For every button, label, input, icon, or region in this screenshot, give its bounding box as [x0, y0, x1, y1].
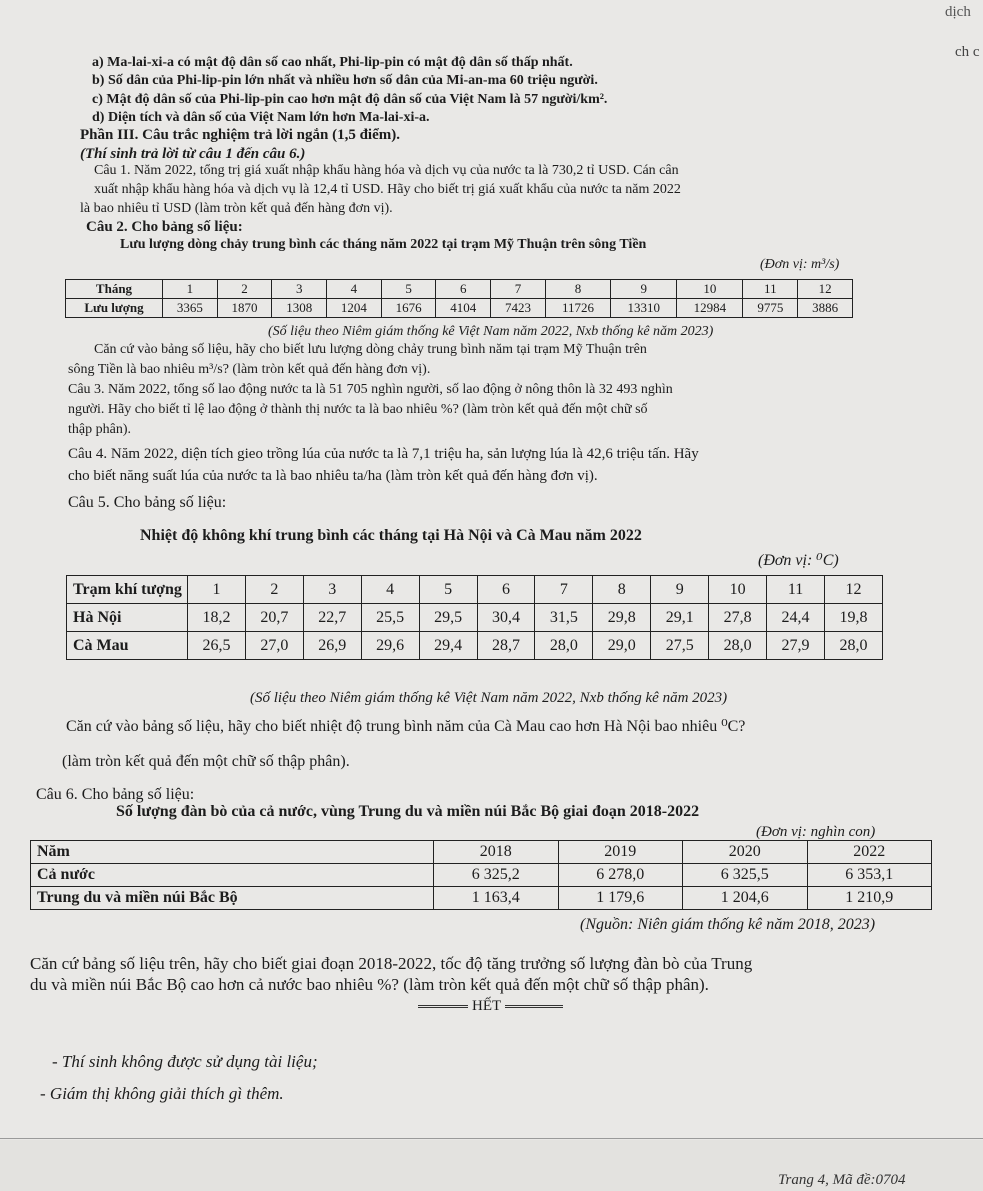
table-cell: 27,9	[767, 632, 825, 660]
table-cell: 6 353,1	[807, 864, 932, 887]
table-cell: 2018	[434, 841, 559, 864]
table-cell: 12	[824, 576, 882, 604]
table-cell: 6	[436, 280, 491, 299]
table-cell: 11	[767, 576, 825, 604]
table-cell: 1	[188, 576, 246, 604]
statement-a: a) Ma-lai-xi-a có mật độ dân số cao nhất, Phi-lip-pin có mật độ dân số thấp nhất.	[92, 55, 573, 70]
table-cell: 6 325,5	[683, 864, 808, 887]
table-cell: 26,9	[303, 632, 361, 660]
table-cell: 9	[651, 576, 709, 604]
q5-source: (Số liệu theo Niêm giám thống kê Việt Nam năm 2022, Nxb thống kê năm 2023)	[250, 690, 728, 706]
table-cell: 2	[245, 576, 303, 604]
q5-unit: (Đơn vị: ⁰C)	[758, 552, 839, 569]
table-cell: 7423	[491, 299, 546, 318]
table-cell: Trạm khí tượng	[67, 576, 188, 604]
table-cell: Trung du và miền núi Bắc Bộ	[31, 887, 434, 910]
table-row	[67, 576, 883, 604]
q2-source: (Số liệu theo Niêm giám thống kê Việt Nam năm 2022, Nxb thống kê năm 2023)	[268, 324, 714, 339]
table-cell: 1 204,6	[683, 887, 808, 910]
table-cell: 2020	[683, 841, 808, 864]
q5-question-line1: Căn cứ vào bảng số liệu, hãy cho biết nhiệt độ trung bình năm của Cà Mau cao hơn Hà Nội bao nhiêu ⁰C?	[66, 718, 746, 735]
table-row	[31, 841, 932, 864]
q3-line3: thập phân).	[68, 422, 131, 437]
table-cell: 7	[535, 576, 593, 604]
table-cell: 12984	[677, 299, 743, 318]
table-cell: 28,7	[477, 632, 535, 660]
end-rule-right	[505, 1005, 563, 1008]
table-cell: 1870	[217, 299, 272, 318]
table-row	[67, 632, 883, 660]
q6-table-title: Số lượng đàn bò của cả nước, vùng Trung du và miền núi Bắc Bộ giai đoạn 2018-2022	[116, 803, 700, 820]
note-no-materials: - Thí sinh không được sử dụng tài liệu;	[52, 1052, 318, 1071]
q2-unit: (Đơn vị: m³/s)	[760, 257, 840, 272]
table-cell: 28,0	[535, 632, 593, 660]
note-no-explanation: - Giám thị không giải thích gì thêm.	[40, 1084, 284, 1103]
table-cell: 3	[272, 280, 327, 299]
table-cell: 2	[217, 280, 272, 299]
table-cell: 1	[163, 280, 218, 299]
table-cell: 1308	[272, 299, 327, 318]
q3-line2: người. Hãy cho biết tỉ lệ lao động ở thành thị nước ta là bao nhiêu %? (làm tròn kết quả đến một chữ số	[68, 402, 648, 417]
part3-instruction: (Thí sinh trả lời từ câu 1 đến câu 6.)	[80, 146, 306, 162]
table-cell: 11726	[545, 299, 610, 318]
table-cell: 6	[477, 576, 535, 604]
table-cell: 4	[327, 280, 382, 299]
end-rule-left	[418, 1005, 468, 1008]
table-cell: 3	[303, 576, 361, 604]
table-cell: 13310	[611, 299, 677, 318]
table-cell: 2019	[558, 841, 683, 864]
table-cell: 3365	[163, 299, 218, 318]
table-cell: 29,0	[593, 632, 651, 660]
statement-d: d) Diện tích và dân số của Việt Nam lớn hơn Ma-lai-xi-a.	[92, 110, 430, 125]
table-cell: 4104	[436, 299, 491, 318]
q6-unit: (Đơn vị: nghìn con)	[756, 824, 876, 840]
table-cell: 19,8	[824, 604, 882, 632]
q5-label: Câu 5. Cho bảng số liệu:	[68, 494, 227, 511]
page-footer: Trang 4, Mã đề:0704	[778, 1172, 906, 1188]
q2-table-title: Lưu lượng dòng chảy trung bình các tháng năm 2022 tại trạm Mỹ Thuận trên sông Tiền	[120, 237, 647, 252]
table-cell: 3886	[798, 299, 853, 318]
table-cell: 29,5	[419, 604, 477, 632]
table-cell: 27,5	[651, 632, 709, 660]
table-cell: 9775	[743, 299, 798, 318]
cattle-table	[30, 840, 932, 910]
table-cell: 2022	[807, 841, 932, 864]
q6-question-line2: du và miền núi Bắc Bộ cao hơn cả nước bao nhiêu %? (làm tròn kết quả đến một chữ số thập phân).	[30, 975, 709, 994]
table-cell: 4	[361, 576, 419, 604]
table-cell: Tháng	[66, 280, 163, 299]
table-cell: Hà Nội	[67, 604, 188, 632]
table-cell: 7	[491, 280, 546, 299]
table-cell: 10	[709, 576, 767, 604]
table-cell: 29,1	[651, 604, 709, 632]
q6-label: Câu 6. Cho bảng số liệu:	[36, 786, 195, 803]
q4-line2: cho biết năng suất lúa của nước ta là bao nhiêu ta/ha (làm tròn kết quả đến hàng đơn vị).	[68, 468, 598, 484]
table-row	[67, 604, 883, 632]
table-cell: 25,5	[361, 604, 419, 632]
table-cell: 1676	[381, 299, 436, 318]
table-row	[31, 887, 932, 910]
q5-table-title: Nhiệt độ không khí trung bình các tháng tại Hà Nội và Cà Mau năm 2022	[140, 527, 642, 544]
q2-label: Câu 2. Cho bảng số liệu:	[86, 219, 243, 235]
table-cell: 6 325,2	[434, 864, 559, 887]
end-mark-text: HẾT	[472, 998, 502, 1014]
table-cell: 28,0	[824, 632, 882, 660]
end-mark	[418, 998, 563, 1015]
table-cell: Cả nước	[31, 864, 434, 887]
q3-line1: Câu 3. Năm 2022, tổng số lao động nước ta là 51 705 nghìn người, số lao động ở nông thôn là 32 493 nghìn	[68, 382, 673, 397]
table-cell: 20,7	[245, 604, 303, 632]
table-cell: 8	[545, 280, 610, 299]
table-cell: 29,4	[419, 632, 477, 660]
table-cell: Lưu lượng	[66, 299, 163, 318]
temperature-table	[66, 575, 883, 660]
q6-source: (Nguồn: Niên giám thống kê năm 2018, 2023)	[580, 916, 876, 933]
table-cell: 29,8	[593, 604, 651, 632]
statement-c: c) Mật độ dân số của Phi-lip-pin cao hơn mật độ dân số của Việt Nam là 57 người/km².	[92, 92, 608, 107]
part3-title: Phần III. Câu trắc nghiệm trả lời ngắn (1,5 điểm).	[80, 127, 400, 143]
table-cell: 26,5	[188, 632, 246, 660]
table-cell: 28,0	[709, 632, 767, 660]
page-edge-line	[0, 1138, 983, 1139]
q5-question-line2: (làm tròn kết quả đến một chữ số thập phân).	[62, 753, 350, 770]
table-cell: 5	[381, 280, 436, 299]
table-cell: 11	[743, 280, 798, 299]
corner-fragment-side: ch c	[955, 44, 980, 60]
table-row	[66, 299, 853, 318]
q1-line1: Câu 1. Năm 2022, tổng trị giá xuất nhập khẩu hàng hóa và dịch vụ của nước ta là 730,2 tỉ USD. Cán cân	[94, 163, 679, 178]
q1-line2: xuất nhập khẩu hàng hóa và dịch vụ là 12,4 tỉ USD. Hãy cho biết trị giá xuất khẩu của nước ta năm 2022	[94, 182, 681, 197]
table-cell: 27,0	[245, 632, 303, 660]
table-cell: 29,6	[361, 632, 419, 660]
table-cell: 27,8	[709, 604, 767, 632]
table-cell: 10	[677, 280, 743, 299]
table-cell: 5	[419, 576, 477, 604]
table-cell: 22,7	[303, 604, 361, 632]
table-cell: 1204	[327, 299, 382, 318]
flow-table	[65, 279, 853, 318]
table-cell: 1 179,6	[558, 887, 683, 910]
table-cell: 31,5	[535, 604, 593, 632]
table-cell: 1 210,9	[807, 887, 932, 910]
table-cell: 6 278,0	[558, 864, 683, 887]
table-cell: Năm	[31, 841, 434, 864]
table-cell: 12	[798, 280, 853, 299]
table-cell: 8	[593, 576, 651, 604]
q2-question-line1: Căn cứ vào bảng số liệu, hãy cho biết lưu lượng dòng chảy trung bình năm tại trạm Mỹ Thuận trên	[94, 342, 647, 357]
q2-question-line2: sông Tiền là bao nhiêu m³/s? (làm tròn kết quả đến hàng đơn vị).	[68, 362, 431, 377]
table-cell: 30,4	[477, 604, 535, 632]
q4-line1: Câu 4. Năm 2022, diện tích gieo trồng lúa của nước ta là 7,1 triệu ha, sản lượng lúa là 42,6 triệu tấn. Hãy	[68, 446, 699, 462]
table-row	[66, 280, 853, 299]
table-cell: 18,2	[188, 604, 246, 632]
q1-line3: là bao nhiêu tỉ USD (làm tròn kết quả đến hàng đơn vị).	[80, 201, 393, 216]
q6-question-line1: Căn cứ bảng số liệu trên, hãy cho biết giai đoạn 2018-2022, tốc độ tăng trưởng số lượng đàn bò của Trung	[30, 954, 753, 973]
corner-fragment-top: dịch	[945, 4, 971, 20]
table-row	[31, 864, 932, 887]
table-cell: Cà Mau	[67, 632, 188, 660]
statement-b: b) Số dân của Phi-lip-pin lớn nhất và nhiều hơn số dân của Mi-an-ma 60 triệu người.	[92, 73, 598, 88]
table-cell: 24,4	[767, 604, 825, 632]
table-cell: 9	[611, 280, 677, 299]
table-cell: 1 163,4	[434, 887, 559, 910]
